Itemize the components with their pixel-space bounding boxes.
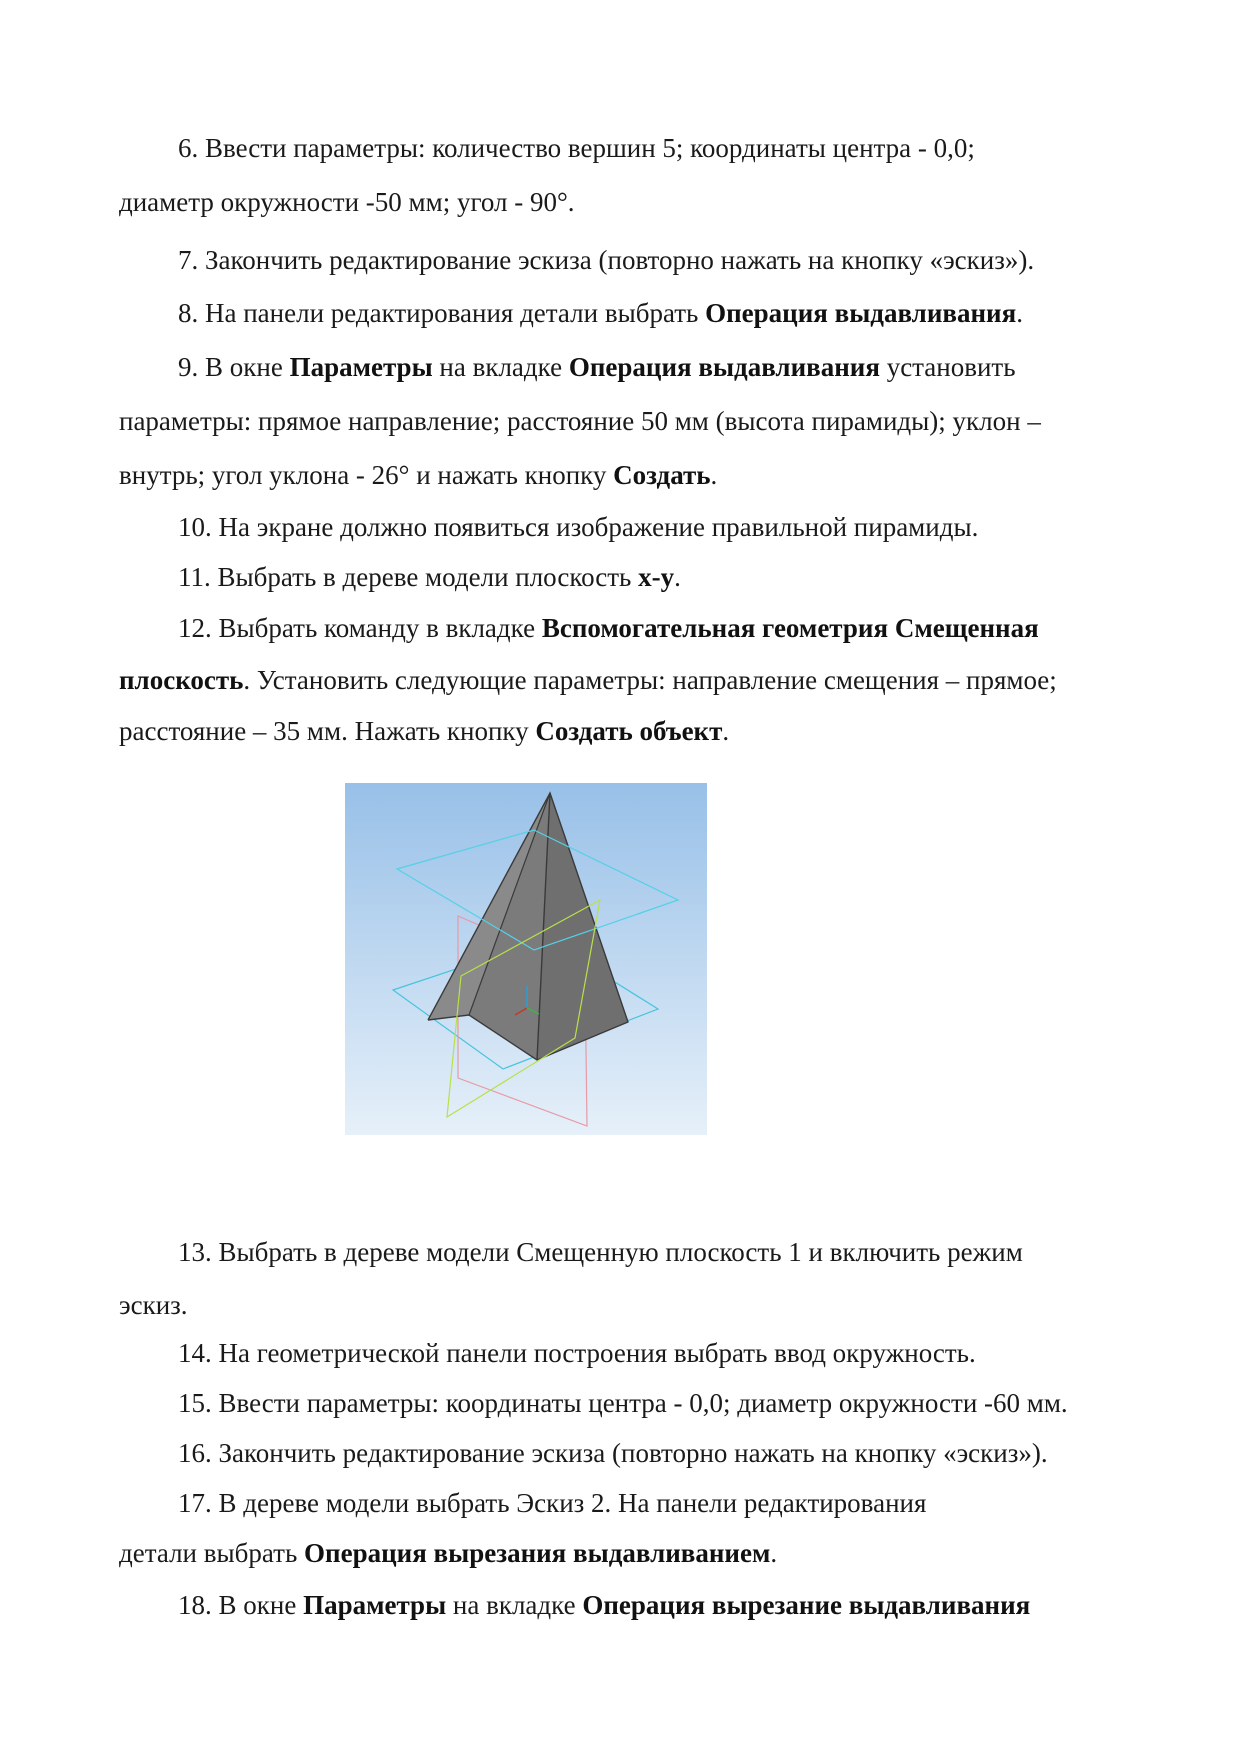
paragraph-8: 8. На панели редактирования детали выбрать Операция выдавливания. (178, 298, 1023, 328)
paragraph-6-line-1: 6. Ввести параметры: количество вершин 5; координаты центра - 0,0; (178, 133, 975, 163)
paragraph-12-line-1: 12. Выбрать команду в вкладке Вспомогательная геометрия Смещенная (178, 613, 1039, 643)
bold-term: Вспомогательная геометрия Смещенная (541, 613, 1039, 643)
paragraph-11: 11. Выбрать в дереве модели плоскость х-у. (178, 562, 681, 592)
bold-term: Операция вырезания выдавливанием (304, 1538, 771, 1568)
pyramid-figure (345, 783, 707, 1135)
paragraph-12-line-3: расстояние – 35 мм. Нажать кнопку Создать объект. (119, 716, 730, 746)
paragraph-13-line-1: 13. Выбрать в дереве модели Смещенную плоскость 1 и включить режим (178, 1237, 1023, 1267)
bold-term: плоскость (119, 665, 244, 695)
paragraph-17-line-2: детали выбрать Операция вырезания выдавливанием. (119, 1538, 778, 1568)
paragraph-7: 7. Закончить редактирование эскиза (повторно нажать на кнопку «эскиз»). (178, 245, 1035, 275)
bold-term: Создать (613, 460, 711, 490)
paragraph-9-line-2: параметры: прямое направление; расстояние 50 мм (высота пирамиды); уклон – (119, 406, 1041, 436)
bold-term: х-у (638, 562, 675, 592)
paragraph-10: 10. На экране должно появиться изображение правильной пирамиды. (178, 512, 979, 542)
bold-term: Создать объект (535, 716, 723, 746)
paragraph-14: 14. На геометрической панели построения выбрать ввод окружность. (178, 1338, 976, 1368)
paragraph-15: 15. Ввести параметры: координаты центра - 0,0; диаметр окружности -60 мм. (178, 1388, 1068, 1418)
bold-term: Параметры (289, 352, 433, 382)
bold-term: Параметры (303, 1590, 447, 1620)
bold-term: Операция выдавливания (568, 352, 880, 382)
paragraph-18: 18. В окне Параметры на вкладке Операция вырезание выдавливания (178, 1590, 1031, 1620)
paragraph-9-line-3: внутрь; угол уклона - 26° и нажать кнопку Создать. (119, 460, 718, 490)
paragraph-13-line-2: эскиз. (119, 1290, 188, 1320)
bold-term: Операция вырезание выдавливания (582, 1590, 1031, 1620)
paragraph-6-line-2: диаметр окружности -50 мм; угол - 90°. (119, 187, 575, 217)
paragraph-17-line-1: 17. В дереве модели выбрать Эскиз 2. На панели редактирования (178, 1488, 927, 1518)
paragraph-16: 16. Закончить редактирование эскиза (повторно нажать на кнопку «эскиз»). (178, 1438, 1048, 1468)
paragraph-9-line-1: 9. В окне Параметры на вкладке Операция выдавливания установить (178, 352, 1016, 382)
paragraph-12-line-2: плоскость. Установить следующие параметры: направление смещения – прямое; (119, 665, 1057, 695)
bold-term: Операция выдавливания (705, 298, 1017, 328)
